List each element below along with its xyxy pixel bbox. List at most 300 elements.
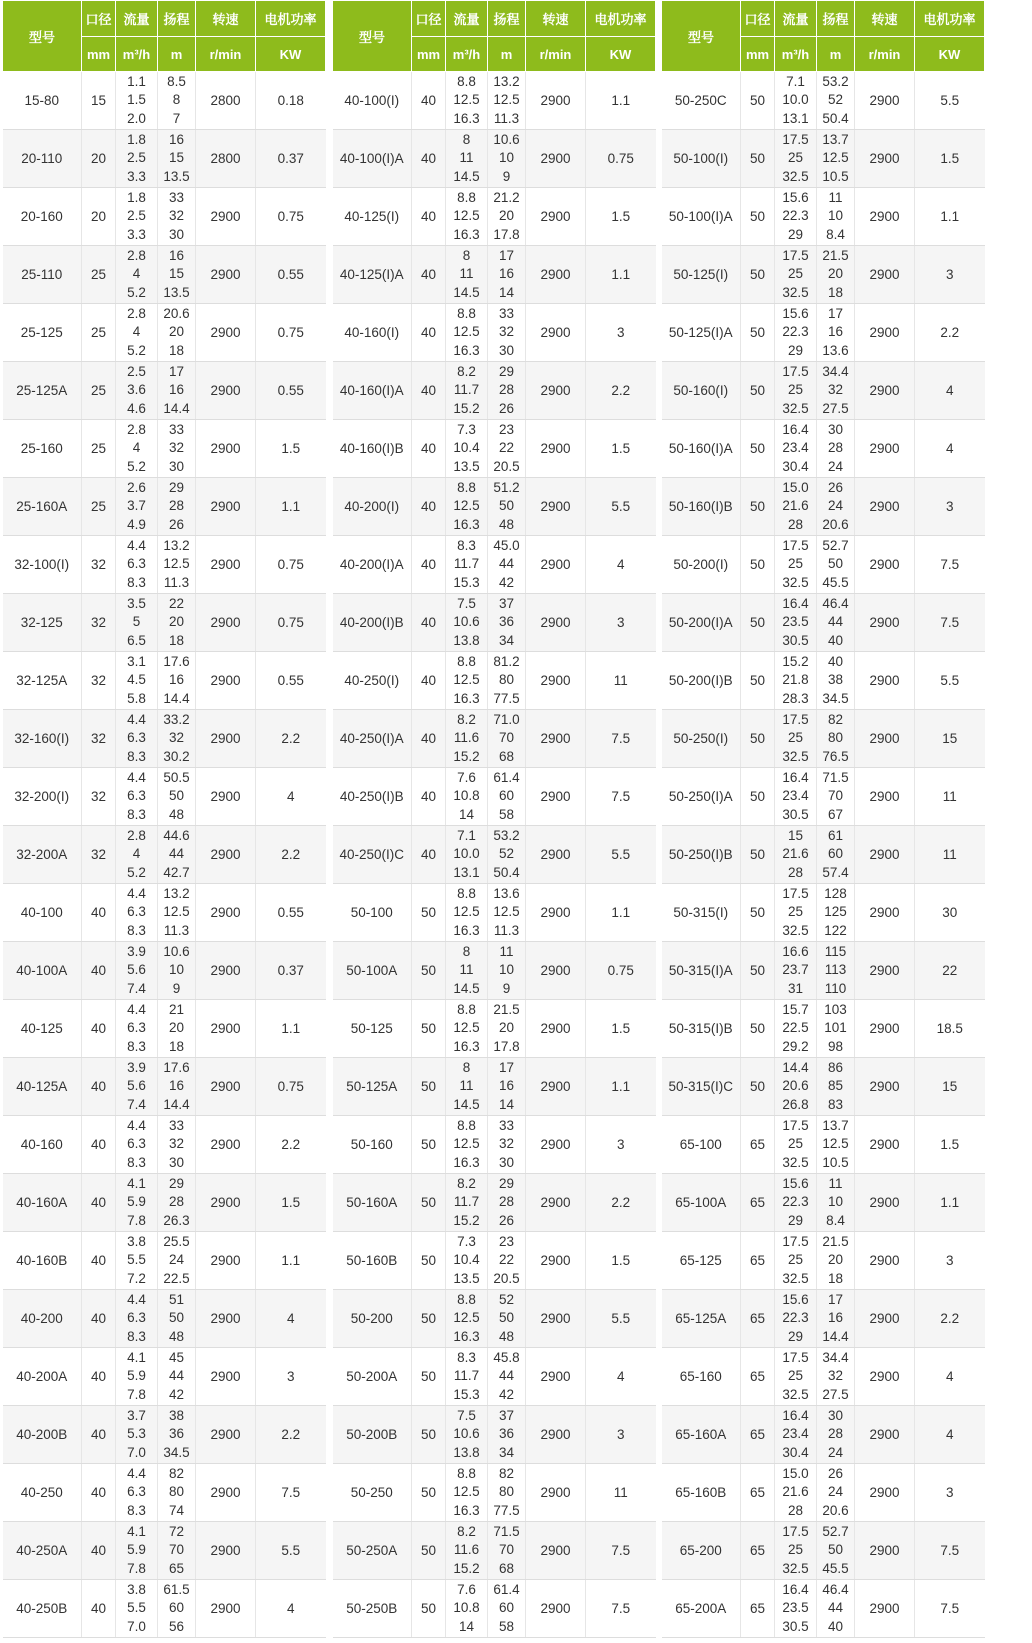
cell-head xyxy=(158,1058,196,1116)
cell-power: 1.1 xyxy=(256,478,326,536)
cell-flow xyxy=(116,826,158,884)
head-value: 29 xyxy=(498,1175,515,1191)
head-value: 33 xyxy=(168,421,185,437)
table-row xyxy=(3,1174,326,1232)
cell-caliber: 40 xyxy=(82,1116,116,1174)
flow-value: 4.1 xyxy=(127,1175,146,1191)
flow-value: 8.8 xyxy=(457,885,476,901)
cell-flow xyxy=(446,1522,488,1580)
flow-value: 5.9 xyxy=(127,1368,146,1384)
head-value: 15 xyxy=(168,266,185,282)
table-row xyxy=(3,1464,326,1522)
cell-model: 25-125A xyxy=(3,362,82,420)
cell-power: 5.5 xyxy=(256,1522,326,1580)
flow-value: 8 xyxy=(462,247,471,263)
table-row xyxy=(333,1348,656,1406)
head-value: 10 xyxy=(498,962,515,978)
cell-model: 32-125A xyxy=(3,652,82,710)
flow-value: 12.5 xyxy=(453,1136,480,1152)
flow-value: 25 xyxy=(787,382,804,398)
flow-value: 17.5 xyxy=(782,131,809,147)
header-power: 电机功率 xyxy=(586,1,656,37)
table-row xyxy=(333,594,656,652)
cell-head xyxy=(817,72,855,130)
flow-value: 15.2 xyxy=(782,653,809,669)
flow-value: 7.1 xyxy=(457,827,476,843)
head-value: 48 xyxy=(168,806,185,822)
cell-caliber: 40 xyxy=(82,1232,116,1290)
flow-value: 8.3 xyxy=(127,1328,146,1344)
head-value: 20 xyxy=(498,208,515,224)
flow-value: 8.3 xyxy=(457,537,476,553)
cell-speed: 2900 xyxy=(196,1406,256,1464)
cell-model: 40-250B xyxy=(3,1580,82,1638)
cell-model: 50-160A xyxy=(333,1174,412,1232)
cell-head xyxy=(817,826,855,884)
cell-model: 40-125(I) xyxy=(333,188,412,246)
flow-value: 8.2 xyxy=(457,1175,476,1191)
table-row xyxy=(3,1580,326,1638)
table-row xyxy=(333,1058,656,1116)
cell-model: 32-100(I) xyxy=(3,536,82,594)
cell-power: 3 xyxy=(586,304,656,362)
flow-value: 8 xyxy=(462,943,471,959)
cell-flow xyxy=(775,1348,817,1406)
unit-head: m xyxy=(817,37,855,72)
head-value: 18 xyxy=(168,632,185,648)
cell-caliber: 40 xyxy=(412,478,446,536)
cell-model: 40-160B xyxy=(3,1232,82,1290)
cell-model: 25-125 xyxy=(3,304,82,362)
head-value: 60 xyxy=(498,1600,515,1616)
cell-speed: 2900 xyxy=(526,1232,586,1290)
table-row xyxy=(3,652,326,710)
header-speed: 转速 xyxy=(196,1,256,37)
head-value: 17 xyxy=(827,1291,844,1307)
flow-value: 8.3 xyxy=(127,574,146,590)
head-value: 14.4 xyxy=(163,400,190,416)
flow-value: 30.5 xyxy=(782,632,809,648)
cell-head xyxy=(158,1406,196,1464)
cell-model: 40-100 xyxy=(3,884,82,942)
cell-power: 1.5 xyxy=(586,420,656,478)
head-value: 36 xyxy=(498,614,515,630)
head-value: 32 xyxy=(827,1368,844,1384)
flow-value: 17.5 xyxy=(782,1117,809,1133)
unit-speed: r/min xyxy=(855,37,915,72)
flow-value: 11 xyxy=(459,1078,474,1094)
flow-value: 12.5 xyxy=(453,324,480,340)
flow-value: 23.4 xyxy=(782,440,809,456)
table-row xyxy=(662,1348,985,1406)
head-value: 16 xyxy=(827,324,844,340)
cell-power: 7.5 xyxy=(915,594,985,652)
flow-value: 8.2 xyxy=(457,1523,476,1539)
cell-power: 0.55 xyxy=(256,652,326,710)
cell-speed: 2900 xyxy=(196,710,256,768)
spec-table-2 xyxy=(332,0,656,1638)
table-row xyxy=(333,1174,656,1232)
header-power: 电机功率 xyxy=(256,1,326,37)
head-value: 44.6 xyxy=(163,827,190,843)
head-value: 13.7 xyxy=(822,1117,849,1133)
cell-speed: 2900 xyxy=(196,188,256,246)
flow-value: 10.0 xyxy=(453,846,480,862)
unit-power: KW xyxy=(915,37,985,72)
flow-value: 3.3 xyxy=(127,168,146,184)
head-value: 28 xyxy=(168,1194,185,1210)
cell-caliber: 50 xyxy=(412,1290,446,1348)
cell-head xyxy=(488,246,526,304)
cell-power: 5.5 xyxy=(915,72,985,130)
head-value: 32 xyxy=(168,208,185,224)
cell-flow xyxy=(775,130,817,188)
head-value: 60 xyxy=(498,788,515,804)
head-value: 33.2 xyxy=(163,711,190,727)
cell-model: 50-160B xyxy=(333,1232,412,1290)
flow-value: 26.8 xyxy=(782,1096,809,1112)
cell-caliber: 32 xyxy=(82,710,116,768)
flow-value: 25 xyxy=(787,1542,804,1558)
cell-model: 65-125A xyxy=(662,1290,741,1348)
cell-caliber: 40 xyxy=(82,1580,116,1638)
cell-model: 40-100(I) xyxy=(333,72,412,130)
head-value: 12.5 xyxy=(822,150,849,166)
cell-flow xyxy=(116,1000,158,1058)
head-value: 48 xyxy=(498,1328,515,1344)
head-value: 40 xyxy=(827,653,844,669)
cell-speed: 2900 xyxy=(196,1464,256,1522)
flow-value: 32.5 xyxy=(782,748,809,764)
cell-speed: 2900 xyxy=(196,1116,256,1174)
flow-value: 2.0 xyxy=(127,110,146,126)
flow-value: 3.3 xyxy=(127,226,146,242)
flow-value: 30.4 xyxy=(782,458,809,474)
head-value: 24 xyxy=(827,1444,844,1460)
cell-power: 0.18 xyxy=(256,72,326,130)
header-model: 型号 xyxy=(333,1,412,72)
head-value: 11.3 xyxy=(493,922,520,938)
cell-power: 0.75 xyxy=(256,1058,326,1116)
cell-flow xyxy=(775,1232,817,1290)
cell-caliber: 40 xyxy=(82,1174,116,1232)
cell-model: 50-160(I)B xyxy=(662,478,741,536)
flow-value: 4 xyxy=(132,266,141,282)
head-value: 61.4 xyxy=(493,1581,520,1597)
cell-speed: 2900 xyxy=(526,1580,586,1638)
cell-flow xyxy=(775,1464,817,1522)
flow-value: 8.8 xyxy=(457,189,476,205)
table-row xyxy=(3,768,326,826)
head-value: 58 xyxy=(498,806,515,822)
flow-value: 22.5 xyxy=(782,1020,809,1036)
cell-model: 50-250B xyxy=(333,1580,412,1638)
cell-caliber: 40 xyxy=(82,1464,116,1522)
head-value: 28 xyxy=(498,382,515,398)
cell-model: 50-125(I)A xyxy=(662,304,741,362)
flow-value: 6.3 xyxy=(127,730,146,746)
flow-value: 7.3 xyxy=(457,1233,476,1249)
flow-value: 11.6 xyxy=(453,730,480,746)
cell-power: 3 xyxy=(586,1116,656,1174)
head-value: 81.2 xyxy=(493,653,520,669)
table-row xyxy=(662,1058,985,1116)
cell-speed: 2900 xyxy=(855,710,915,768)
cell-head xyxy=(488,1232,526,1290)
head-value: 17 xyxy=(827,305,844,321)
flow-value: 25 xyxy=(787,266,804,282)
cell-model: 40-160(I) xyxy=(333,304,412,362)
flow-value: 23.4 xyxy=(782,1426,809,1442)
cell-caliber: 65 xyxy=(741,1580,775,1638)
header-flow: 流量 xyxy=(775,1,817,37)
cell-model: 50-100(I)A xyxy=(662,188,741,246)
unit-power: KW xyxy=(256,37,326,72)
head-value: 9 xyxy=(172,980,181,996)
table-row xyxy=(3,710,326,768)
flow-value: 10.6 xyxy=(453,614,480,630)
table-row xyxy=(3,246,326,304)
flow-value: 7.8 xyxy=(127,1212,146,1228)
cell-flow xyxy=(775,1406,817,1464)
head-value: 13.6 xyxy=(822,342,849,358)
cell-head xyxy=(158,362,196,420)
cell-model: 20-110 xyxy=(3,130,82,188)
cell-flow xyxy=(775,652,817,710)
flow-value: 1.8 xyxy=(127,189,146,205)
cell-power: 5.5 xyxy=(586,1290,656,1348)
cell-speed: 2900 xyxy=(526,1000,586,1058)
cell-power: 5.5 xyxy=(586,478,656,536)
cell-head xyxy=(488,304,526,362)
table-row xyxy=(3,1000,326,1058)
flow-value: 7.1 xyxy=(786,73,805,89)
cell-caliber: 32 xyxy=(82,768,116,826)
cell-flow xyxy=(775,536,817,594)
flow-value: 13.1 xyxy=(782,110,809,126)
cell-power: 4 xyxy=(586,536,656,594)
head-value: 125 xyxy=(824,904,847,920)
cell-caliber: 50 xyxy=(741,130,775,188)
cell-flow xyxy=(116,72,158,130)
cell-power: 4 xyxy=(915,362,985,420)
flow-value: 30.4 xyxy=(782,1444,809,1460)
head-value: 46.4 xyxy=(822,595,849,611)
flow-value: 16.3 xyxy=(453,1328,480,1344)
cell-speed: 2900 xyxy=(196,478,256,536)
table-row xyxy=(3,72,326,130)
cell-model: 20-160 xyxy=(3,188,82,246)
cell-caliber: 50 xyxy=(412,942,446,1000)
flow-value: 4.4 xyxy=(127,537,146,553)
flow-value: 25 xyxy=(787,1252,804,1268)
cell-model: 40-160(I)A xyxy=(333,362,412,420)
cell-speed: 2900 xyxy=(855,304,915,362)
flow-value: 25 xyxy=(787,150,804,166)
flow-value: 8.8 xyxy=(457,1291,476,1307)
cell-head xyxy=(817,768,855,826)
cell-speed: 2900 xyxy=(526,1116,586,1174)
cell-caliber: 50 xyxy=(741,768,775,826)
cell-model: 15-80 xyxy=(3,72,82,130)
head-value: 34 xyxy=(498,632,515,648)
flow-value: 30.5 xyxy=(782,1618,809,1634)
cell-speed: 2900 xyxy=(526,130,586,188)
cell-flow xyxy=(116,1232,158,1290)
cell-model: 40-200 xyxy=(3,1290,82,1348)
cell-flow xyxy=(775,942,817,1000)
table-row xyxy=(333,72,656,130)
cell-flow xyxy=(775,710,817,768)
flow-value: 8.8 xyxy=(457,479,476,495)
head-value: 20.6 xyxy=(822,516,849,532)
flow-value: 8.3 xyxy=(127,748,146,764)
cell-power: 7.5 xyxy=(915,1522,985,1580)
flow-value: 4 xyxy=(132,846,141,862)
flow-value: 3.6 xyxy=(127,382,146,398)
cell-flow xyxy=(775,768,817,826)
cell-power: 1.5 xyxy=(915,130,985,188)
cell-speed: 2900 xyxy=(526,1058,586,1116)
flow-value: 3.8 xyxy=(127,1581,146,1597)
cell-flow xyxy=(116,246,158,304)
flow-value: 11 xyxy=(459,266,474,282)
cell-head xyxy=(817,652,855,710)
head-value: 52.7 xyxy=(822,1523,849,1539)
cell-flow xyxy=(775,1580,817,1638)
head-value: 15 xyxy=(168,150,185,166)
cell-caliber: 65 xyxy=(741,1116,775,1174)
cell-head xyxy=(488,1406,526,1464)
cell-flow xyxy=(116,304,158,362)
cell-head xyxy=(158,710,196,768)
flow-value: 8 xyxy=(462,131,471,147)
cell-speed: 2900 xyxy=(855,1174,915,1232)
cell-model: 40-125A xyxy=(3,1058,82,1116)
table-row xyxy=(3,1522,326,1580)
head-value: 14.4 xyxy=(822,1328,849,1344)
flow-value: 15.2 xyxy=(453,748,480,764)
unit-power: KW xyxy=(586,37,656,72)
cell-power: 5.5 xyxy=(915,652,985,710)
table-row xyxy=(662,710,985,768)
head-value: 22 xyxy=(168,595,185,611)
cell-speed: 2900 xyxy=(855,1116,915,1174)
cell-caliber: 40 xyxy=(82,884,116,942)
cell-flow xyxy=(116,1290,158,1348)
cell-caliber: 40 xyxy=(412,536,446,594)
head-value: 14.4 xyxy=(163,690,190,706)
flow-value: 12.5 xyxy=(453,92,480,108)
flow-value: 4.4 xyxy=(127,1001,146,1017)
cell-flow xyxy=(775,1116,817,1174)
head-value: 34.4 xyxy=(822,1349,849,1365)
flow-value: 10.8 xyxy=(453,788,480,804)
head-value: 38 xyxy=(827,672,844,688)
cell-caliber: 40 xyxy=(412,768,446,826)
table-row xyxy=(333,1116,656,1174)
head-value: 12.5 xyxy=(822,1136,849,1152)
unit-flow: m³/h xyxy=(116,37,158,72)
table-row xyxy=(3,130,326,188)
head-value: 50 xyxy=(168,1310,185,1326)
flow-value: 8.8 xyxy=(457,305,476,321)
cell-speed: 2900 xyxy=(526,1348,586,1406)
head-value: 42 xyxy=(168,1386,185,1402)
table-row xyxy=(662,72,985,130)
cell-caliber: 50 xyxy=(741,478,775,536)
head-value: 16 xyxy=(168,672,185,688)
flow-value: 8.8 xyxy=(457,1001,476,1017)
cell-speed: 2900 xyxy=(855,130,915,188)
cell-flow xyxy=(775,304,817,362)
cell-flow xyxy=(775,884,817,942)
head-value: 12.5 xyxy=(163,904,190,920)
cell-model: 40-250(I)A xyxy=(333,710,412,768)
flow-value: 3.7 xyxy=(127,498,146,514)
flow-value: 32.5 xyxy=(782,574,809,590)
cell-power: 4 xyxy=(915,1348,985,1406)
cell-head xyxy=(158,188,196,246)
head-value: 12.5 xyxy=(493,92,520,108)
cell-power: 3 xyxy=(586,1406,656,1464)
head-value: 10.6 xyxy=(493,131,520,147)
head-value: 38 xyxy=(168,1407,185,1423)
cell-power: 0.55 xyxy=(256,246,326,304)
cell-head xyxy=(817,594,855,652)
cell-model: 50-160(I)A xyxy=(662,420,741,478)
flow-value: 8.3 xyxy=(457,1349,476,1365)
cell-head xyxy=(488,652,526,710)
cell-flow xyxy=(116,768,158,826)
cell-flow xyxy=(446,594,488,652)
cell-head xyxy=(158,1464,196,1522)
head-value: 17.8 xyxy=(493,1038,520,1054)
spec-table-3 xyxy=(661,0,985,1638)
cell-head xyxy=(817,942,855,1000)
unit-flow: m³/h xyxy=(446,37,488,72)
cell-speed: 2900 xyxy=(196,652,256,710)
cell-flow xyxy=(446,1580,488,1638)
head-value: 80 xyxy=(827,730,844,746)
table-row xyxy=(333,1232,656,1290)
flow-value: 16.3 xyxy=(453,516,480,532)
flow-value: 16.3 xyxy=(453,1502,480,1518)
cell-head xyxy=(488,768,526,826)
cell-speed: 2800 xyxy=(196,72,256,130)
cell-power: 1.1 xyxy=(586,1058,656,1116)
flow-value: 15.7 xyxy=(782,1001,809,1017)
head-value: 70 xyxy=(827,788,844,804)
table-row xyxy=(662,362,985,420)
flow-value: 8.8 xyxy=(457,1465,476,1481)
cell-flow xyxy=(446,536,488,594)
flow-value: 5.2 xyxy=(127,284,146,300)
cell-power: 1.1 xyxy=(915,188,985,246)
cell-speed: 2900 xyxy=(855,652,915,710)
cell-power: 4 xyxy=(915,1406,985,1464)
head-value: 28 xyxy=(498,1194,515,1210)
flow-value: 3.9 xyxy=(127,1059,146,1075)
cell-caliber: 50 xyxy=(412,1580,446,1638)
head-value: 67 xyxy=(827,806,844,822)
cell-speed: 2900 xyxy=(196,1058,256,1116)
flow-value: 3.7 xyxy=(127,1407,146,1423)
cell-head xyxy=(817,420,855,478)
head-value: 32 xyxy=(168,440,185,456)
cell-model: 32-125 xyxy=(3,594,82,652)
head-value: 46.4 xyxy=(822,1581,849,1597)
